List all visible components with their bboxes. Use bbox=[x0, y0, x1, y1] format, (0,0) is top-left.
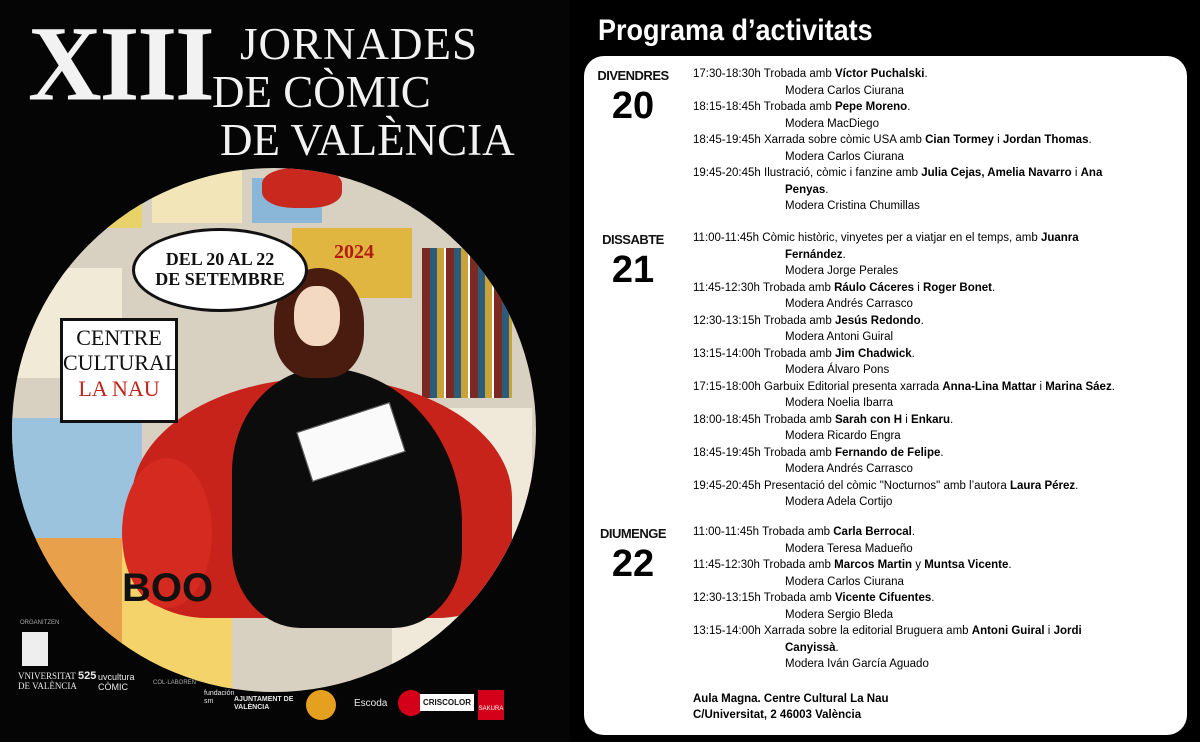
event-tail: i bbox=[1071, 167, 1081, 179]
event-text: Trobada amb bbox=[763, 592, 835, 604]
event-text: Xarrada sobre la editorial Bruguera amb bbox=[764, 625, 972, 637]
dates-line2: DE SETEMBRE bbox=[155, 269, 285, 289]
event-text: Trobada amb bbox=[762, 559, 835, 571]
event-tail-2: . bbox=[991, 281, 996, 294]
event-time: 18:00-18:45h bbox=[693, 413, 761, 426]
event-moderator: Modera Noelia Ibarra bbox=[785, 397, 894, 409]
event-moderator: Modera Jorge Perales bbox=[785, 265, 899, 277]
day-name: DIVENDRES bbox=[597, 68, 669, 83]
event-guest-2: Jordan Thomas bbox=[1002, 134, 1089, 146]
event-text: Trobada amb bbox=[763, 101, 835, 113]
event-item bbox=[693, 412, 1173, 445]
event-time: 11:45-12:30h bbox=[693, 559, 760, 571]
event-time: 12:30-13:15h bbox=[693, 592, 761, 604]
event-item: 19:45-20:45h Ilustració, còmic i fanzine amb Julia Cejas, Amelia Navarro i Ana Penyas. Modera Cristina Chumillas bbox=[693, 165, 1173, 215]
event-moderator: Modera Andrés Carrasco bbox=[785, 463, 913, 475]
poster-title-line2: DE CÒMIC bbox=[212, 67, 431, 117]
event-item bbox=[693, 379, 1173, 412]
criscolor-logo: CRISCOLOR bbox=[420, 694, 474, 711]
event-moderator: Modera Ricardo Engra bbox=[785, 430, 901, 442]
event-tail: i bbox=[993, 134, 1003, 146]
event-item bbox=[693, 524, 1173, 557]
event-guest-cont: Fernández bbox=[785, 248, 843, 261]
escoda-logo: Escoda bbox=[354, 698, 388, 709]
event-text: Trobada amb bbox=[763, 347, 835, 360]
event-guest-cont: Penyas bbox=[785, 183, 826, 196]
event-tail: . bbox=[931, 592, 935, 604]
event-time: 11:45-12:30h bbox=[693, 281, 760, 294]
event-time: 19:45-20:45h bbox=[693, 479, 761, 492]
program-panel bbox=[584, 56, 1187, 735]
event-text: Trobada amb bbox=[763, 446, 835, 459]
event-guest-cont: Canyissà bbox=[785, 641, 836, 654]
event-item bbox=[693, 478, 1173, 511]
organitzen-label: ORGANITZEN bbox=[20, 620, 60, 626]
event-time: 17:30-18:30h bbox=[693, 68, 761, 80]
comic-panel bbox=[152, 168, 242, 223]
event-tail: i bbox=[1044, 625, 1054, 637]
dates-line1: DEL 20 AL 22 bbox=[165, 249, 275, 270]
sound-effect: BOO bbox=[122, 566, 214, 610]
mascot-logo-icon bbox=[306, 690, 336, 720]
event-guest-2: Roger Bonet bbox=[922, 281, 992, 294]
event-text: Xarrada sobre còmic USA amb bbox=[764, 134, 926, 146]
uv-logo: VNIVERSITAT DE VALÈNCIA bbox=[18, 671, 77, 691]
event-guest: Jesús Redondo bbox=[834, 314, 921, 327]
event-item bbox=[693, 313, 1173, 346]
edition-numeral: XIII bbox=[28, 5, 213, 124]
event-tail: . bbox=[920, 314, 924, 327]
sakura-logo: SAKURA bbox=[478, 690, 504, 720]
event-time: 13:15-14:00h bbox=[693, 347, 761, 360]
event-time: 18:45-19:45h bbox=[693, 134, 761, 146]
event-time: 11:00-11:45h bbox=[693, 232, 760, 244]
event-poster bbox=[0, 0, 570, 742]
address-line2: C/Universitat, 2 46003 València bbox=[693, 709, 862, 721]
event-tail-2: . bbox=[1111, 380, 1115, 393]
event-time: 17:15-18:00h bbox=[693, 380, 761, 393]
dates-bubble bbox=[132, 228, 308, 312]
event-guest: Sarah con H bbox=[834, 413, 903, 426]
event-moderator: Modera MacDiego bbox=[785, 117, 879, 130]
friday-events bbox=[693, 66, 1173, 215]
event-tail: i bbox=[914, 281, 923, 294]
event-moderator: Modera Cristina Chumillas bbox=[785, 200, 920, 212]
address-line1: Aula Magna. Centre Cultural La Nau bbox=[693, 693, 889, 705]
event-text: Ilustració, còmic i fanzine amb bbox=[764, 167, 922, 179]
collaboren-label: COL·LABOREN bbox=[153, 680, 197, 686]
event-guest: Cian Tormey bbox=[925, 134, 994, 146]
venue-line1: CENTRE bbox=[76, 325, 162, 350]
event-text: Trobada amb bbox=[762, 281, 835, 294]
venue-address bbox=[693, 691, 889, 723]
event-item bbox=[693, 99, 1173, 132]
event-item bbox=[693, 557, 1173, 590]
event-tail: . bbox=[911, 347, 915, 360]
day-number: 21 bbox=[611, 249, 655, 291]
event-tail-2: . bbox=[950, 413, 954, 426]
poster-title-line3: DE VALÈNCIA bbox=[220, 115, 515, 165]
event-item bbox=[693, 132, 1173, 165]
event-guest: Marcos Martin bbox=[834, 559, 913, 571]
event-item bbox=[693, 66, 1173, 99]
event-time: 11:00-11:45h bbox=[693, 526, 760, 538]
event-moderator: Modera Álvaro Pons bbox=[785, 364, 890, 376]
event-moderator: Modera Antoni Guiral bbox=[785, 331, 894, 343]
event-tail: i bbox=[902, 413, 912, 426]
event-text: Presentació del còmic "Nocturnos" amb l’autora bbox=[764, 479, 1010, 492]
event-text: Trobada amb bbox=[763, 314, 835, 327]
event-text: Còmic històric, vinyetes per a viatjar en el temps, amb bbox=[762, 232, 1041, 244]
ajuntament-logo: AJUNTAMENT DE VALÈNCIA bbox=[234, 696, 294, 711]
event-moderator: Modera Sergio Bleda bbox=[785, 608, 894, 621]
event-item: 13:15-14:00h Xarrada sobre la editorial Bruguera amb Antoni Guiral i Jordi Canyissà. Modera Iván García Aguado bbox=[693, 623, 1173, 673]
poster-title-line1: JORNADES bbox=[240, 19, 479, 69]
event-guest-2: Ana bbox=[1080, 167, 1103, 179]
venue-line2: CULTURAL bbox=[63, 350, 179, 376]
event-time: 19:45-20:45h bbox=[693, 167, 761, 179]
day-name: DISSABTE bbox=[602, 232, 664, 247]
event-time: 13:15-14:00h bbox=[693, 625, 761, 637]
poster-illustration bbox=[12, 168, 536, 692]
association-logo-icon bbox=[22, 632, 48, 666]
event-moderator: Modera Andrés Carrasco bbox=[785, 298, 913, 310]
bookshelf bbox=[422, 248, 512, 398]
event-item: 11:00-11:45h Còmic històric, vinyetes per a viatjar en el temps, amb Juanra Fernández. Modera Jorge Perales bbox=[693, 230, 1173, 280]
event-tail: . bbox=[911, 526, 916, 538]
event-guest: Vicente Cifuentes bbox=[834, 592, 932, 604]
event-guest: Jim Chadwick bbox=[834, 347, 912, 360]
day-friday bbox=[584, 68, 682, 125]
event-moderator: Modera Carlos Ciurana bbox=[785, 84, 904, 97]
event-moderator: Modera Iván García Aguado bbox=[785, 658, 929, 670]
event-item bbox=[693, 590, 1173, 623]
event-tail-2: . bbox=[1008, 559, 1012, 571]
event-text: Trobada amb bbox=[763, 413, 835, 426]
event-guest: Fernando de Felipe bbox=[834, 446, 941, 459]
event-tail: . bbox=[1075, 479, 1079, 492]
event-guest-2: Muntsa Vicente bbox=[924, 559, 1009, 571]
day-name: DIUMENGE bbox=[599, 526, 667, 541]
event-guest-2: Jordi bbox=[1053, 625, 1082, 637]
event-guest-2: Enkaru bbox=[911, 413, 951, 426]
event-text: Garbuix Editorial presenta xarrada bbox=[764, 380, 943, 393]
fundacion-sm-logo: fundación sm bbox=[204, 690, 235, 706]
event-tail: . bbox=[924, 68, 928, 80]
red-shape bbox=[262, 168, 342, 208]
sponsor-logos bbox=[16, 620, 556, 740]
event-moderator: Modera Teresa Madueño bbox=[785, 542, 913, 555]
uvcultura-logo: uvcultura CÒMIC bbox=[98, 672, 135, 692]
event-guest: Julia Cejas, Amelia Navarro bbox=[921, 167, 1072, 179]
event-guest: Antoni Guiral bbox=[971, 625, 1045, 637]
venue-box bbox=[60, 318, 178, 423]
event-moderator: Modera Carlos Ciurana bbox=[785, 150, 904, 163]
saturday-events bbox=[693, 230, 1173, 511]
comic-panel bbox=[72, 168, 142, 228]
anniversary-logo: 525 bbox=[78, 670, 97, 682]
event-guest: Juanra bbox=[1040, 232, 1079, 244]
day-number: 22 bbox=[611, 543, 655, 585]
year-label: 2024 bbox=[334, 240, 374, 263]
day-number: 20 bbox=[611, 85, 655, 127]
event-moderator: Modera Adela Cortijo bbox=[785, 496, 893, 508]
event-time: 12:30-13:15h bbox=[693, 314, 761, 327]
event-item bbox=[693, 346, 1173, 379]
event-guest: Pepe Moreno bbox=[834, 101, 908, 113]
event-item bbox=[693, 445, 1173, 478]
event-tail-2: . bbox=[1088, 134, 1092, 146]
event-guest: Carla Berrocal bbox=[833, 526, 912, 538]
event-tail: y bbox=[912, 559, 925, 571]
event-time: 18:15-18:45h bbox=[693, 101, 761, 113]
sunday-events bbox=[693, 524, 1173, 673]
event-guest-2: Marina Sáez bbox=[1045, 380, 1112, 393]
day-saturday bbox=[584, 232, 682, 289]
woman-face bbox=[294, 286, 340, 346]
event-tail: . bbox=[907, 101, 911, 113]
event-text: Trobada amb bbox=[762, 526, 834, 538]
event-moderator: Modera Carlos Ciurana bbox=[785, 575, 904, 588]
event-text: Trobada amb bbox=[763, 68, 835, 80]
event-time: 18:45-19:45h bbox=[693, 446, 761, 459]
event-item bbox=[693, 280, 1173, 313]
event-guest: Víctor Puchalski bbox=[834, 68, 925, 80]
event-tail: i bbox=[1036, 380, 1046, 393]
event-guest: Anna-Lina Mattar bbox=[942, 380, 1037, 393]
day-sunday bbox=[584, 526, 682, 583]
event-guest: Laura Pérez bbox=[1009, 479, 1076, 492]
event-tail: . bbox=[940, 446, 944, 459]
event-guest: Ráulo Cáceres bbox=[834, 281, 915, 294]
venue-line3: LA NAU bbox=[78, 375, 160, 401]
program-title: Programa d’activitats bbox=[598, 14, 873, 47]
